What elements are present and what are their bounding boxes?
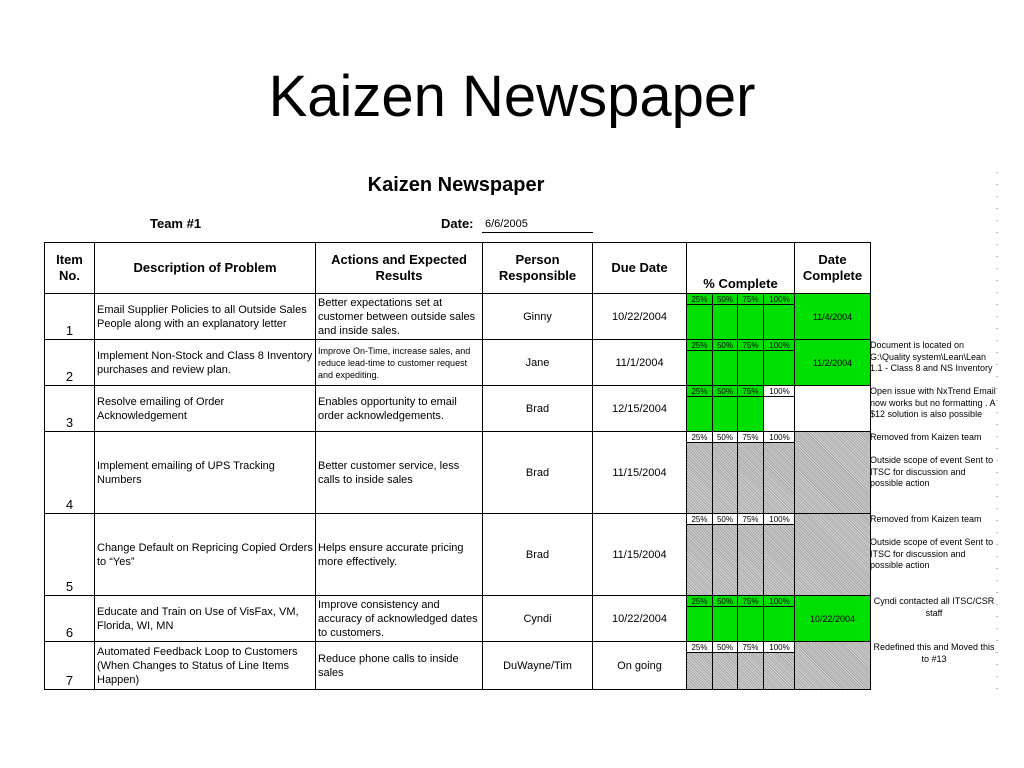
header-due-date: [593, 243, 687, 294]
percent-complete: [687, 294, 795, 340]
percent-complete: [687, 432, 795, 514]
progress-label: 25%: [687, 514, 712, 525]
progress-segment: [687, 294, 713, 339]
person-responsible: Brad: [483, 432, 593, 514]
progress-segment: [738, 386, 764, 431]
progress-segment: [764, 432, 795, 513]
row-note: Removed from Kaizen team Outside scope of event Sent to ITSC for discussion and possible action: [870, 514, 994, 570]
progress-label: 25%: [687, 432, 712, 443]
header-label: Due Date: [611, 260, 668, 275]
item-number: 7: [45, 642, 95, 690]
progress-label: 50%: [713, 340, 737, 351]
progress-label: 50%: [713, 514, 737, 525]
progress-label: 25%: [687, 294, 712, 305]
date-label: Date:: [441, 216, 474, 231]
problem-description: Resolve emailing of Order Acknowledgement: [95, 386, 316, 432]
percent-complete: [687, 596, 795, 642]
progress-label: 75%: [738, 386, 763, 397]
date-complete: 11/2/2004: [795, 340, 871, 386]
progress-segment: [738, 340, 764, 385]
progress-label: 25%: [687, 386, 712, 397]
due-date: 10/22/2004: [593, 596, 687, 642]
row-note: Open issue with NxTrend Email now works but no formatting . A $12 solution is also possible: [870, 386, 996, 419]
progress-label: 50%: [713, 386, 737, 397]
progress-label: 100%: [764, 340, 795, 351]
progress-segment: [713, 642, 738, 689]
progress-label: 50%: [713, 432, 737, 443]
progress-label: 75%: [738, 432, 763, 443]
date-complete: [795, 514, 871, 596]
progress-segment: [764, 514, 795, 595]
progress-label: 100%: [764, 386, 795, 397]
row-note: Redefined this and Moved this to #13: [873, 642, 995, 664]
progress-label: 100%: [764, 294, 795, 305]
progress-segment: [687, 642, 713, 689]
progress-segment: [738, 596, 764, 641]
date-complete: 10/22/2004: [795, 596, 871, 642]
header-label: Date Complete: [802, 252, 863, 283]
item-number: 6: [45, 596, 95, 642]
header-description: [95, 243, 316, 294]
date-complete: [795, 432, 871, 514]
problem-description: Automated Feedback Loop to Customers (When Changes to Status of Line Items Happen): [95, 642, 316, 690]
date-value: 6/6/2005: [482, 218, 593, 233]
sheet-title: Kaizen Newspaper: [367, 174, 545, 196]
expected-results: Better customer service, less calls to inside sales: [316, 432, 483, 514]
problem-description: Educate and Train on Use of VisFax, VM, Florida, WI, MN: [95, 596, 316, 642]
due-date: 11/1/2004: [593, 340, 687, 386]
progress-segment: [713, 514, 738, 595]
problem-description: Implement Non-Stock and Class 8 Inventory purchases and review plan.: [95, 340, 316, 386]
header-label: Item No.: [56, 252, 83, 283]
progress-segment: [713, 596, 738, 641]
progress-label: 75%: [738, 596, 763, 607]
person-responsible: Brad: [483, 514, 593, 596]
person-responsible: DuWayne/Tim: [483, 642, 593, 690]
header-item-no: [45, 243, 95, 294]
due-date: 11/15/2004: [593, 514, 687, 596]
progress-label: 25%: [687, 642, 712, 653]
header-label: Person Responsible: [498, 252, 577, 283]
expected-results: Improve On-Time, increase sales, and reduce lead-time to customer request and expediting.: [316, 340, 483, 386]
kaizen-table: [44, 242, 871, 690]
problem-description: Change Default on Repricing Copied Orders to “Yes”: [95, 514, 316, 596]
progress-segment: [738, 432, 764, 513]
progress-segment: [687, 432, 713, 513]
progress-label: 75%: [738, 514, 763, 525]
progress-label: 50%: [713, 596, 737, 607]
person-responsible: Ginny: [483, 294, 593, 340]
item-number: 1: [45, 294, 95, 340]
problem-description: Implement emailing of UPS Tracking Numbers: [95, 432, 316, 514]
progress-segment: [764, 340, 795, 385]
progress-segment: [764, 294, 795, 339]
progress-label: 100%: [764, 514, 795, 525]
progress-segment: [738, 514, 764, 595]
date-complete: [795, 642, 871, 690]
progress-label: 50%: [713, 642, 737, 653]
problem-description: Email Supplier Policies to all Outside Sales People along with an explanatory letter: [95, 294, 316, 340]
progress-segment: [713, 294, 738, 339]
progress-segment: [713, 386, 738, 431]
item-number: 3: [45, 386, 95, 432]
expected-results: Reduce phone calls to inside sales: [316, 642, 483, 690]
person-responsible: Jane: [483, 340, 593, 386]
slide-title: Kaizen Newspaper: [268, 64, 756, 129]
item-number: 5: [45, 514, 95, 596]
header-label: Description of Problem: [133, 260, 277, 275]
due-date: On going: [593, 642, 687, 690]
header-label: % Complete: [703, 276, 778, 291]
progress-segment: [687, 596, 713, 641]
progress-label: 75%: [738, 294, 763, 305]
percent-complete: [687, 642, 795, 690]
progress-segment: [713, 432, 738, 513]
row-note: Removed from Kaizen team Outside scope of event Sent to ITSC for discussion and possible action: [870, 432, 994, 488]
date-complete: 11/4/2004: [795, 294, 871, 340]
progress-segment: [764, 386, 795, 431]
progress-label: 25%: [687, 596, 712, 607]
percent-complete: [687, 340, 795, 386]
progress-segment: [687, 340, 713, 385]
progress-label: 75%: [738, 340, 763, 351]
expected-results: Enables opportunity to email order acknowledgements.: [316, 386, 483, 432]
person-responsible: Brad: [483, 386, 593, 432]
item-number: 2: [45, 340, 95, 386]
expected-results: Improve consistency and accuracy of acknowledged dates to customers.: [316, 596, 483, 642]
header-date-complete: [795, 243, 871, 294]
progress-label: 25%: [687, 340, 712, 351]
percent-complete: [687, 514, 795, 596]
row-note: Cyndi contacted all ITSC/CSR staff: [873, 596, 995, 618]
progress-label: 100%: [764, 642, 795, 653]
header-pct-complete: [687, 243, 795, 294]
row-note: Document is located on G:\Quality system\Lean\Lean 1.1 - Class 8 and NS Inventory: [870, 340, 993, 373]
expected-results: Helps ensure accurate pricing more effectively.: [316, 514, 483, 596]
progress-segment: [738, 642, 764, 689]
due-date: 12/15/2004: [593, 386, 687, 432]
progress-label: 100%: [764, 432, 795, 443]
progress-segment: [764, 642, 795, 689]
date-complete: [795, 386, 871, 432]
item-number: 4: [45, 432, 95, 514]
header-person: [483, 243, 593, 294]
progress-label: 75%: [738, 642, 763, 653]
header-actions: [316, 243, 483, 294]
progress-segment: [713, 340, 738, 385]
team-label: Team #1: [150, 216, 202, 231]
progress-segment: [764, 596, 795, 641]
progress-segment: [687, 514, 713, 595]
percent-complete: [687, 386, 795, 432]
progress-label: 50%: [713, 294, 737, 305]
header-label: Actions and Expected Results: [331, 252, 467, 283]
due-date: 10/22/2004: [593, 294, 687, 340]
progress-segment: [738, 294, 764, 339]
expected-results: Better expectations set at customer between outside sales and inside sales.: [316, 294, 483, 340]
due-date: 11/15/2004: [593, 432, 687, 514]
person-responsible: Cyndi: [483, 596, 593, 642]
progress-segment: [687, 386, 713, 431]
progress-label: 100%: [764, 596, 795, 607]
